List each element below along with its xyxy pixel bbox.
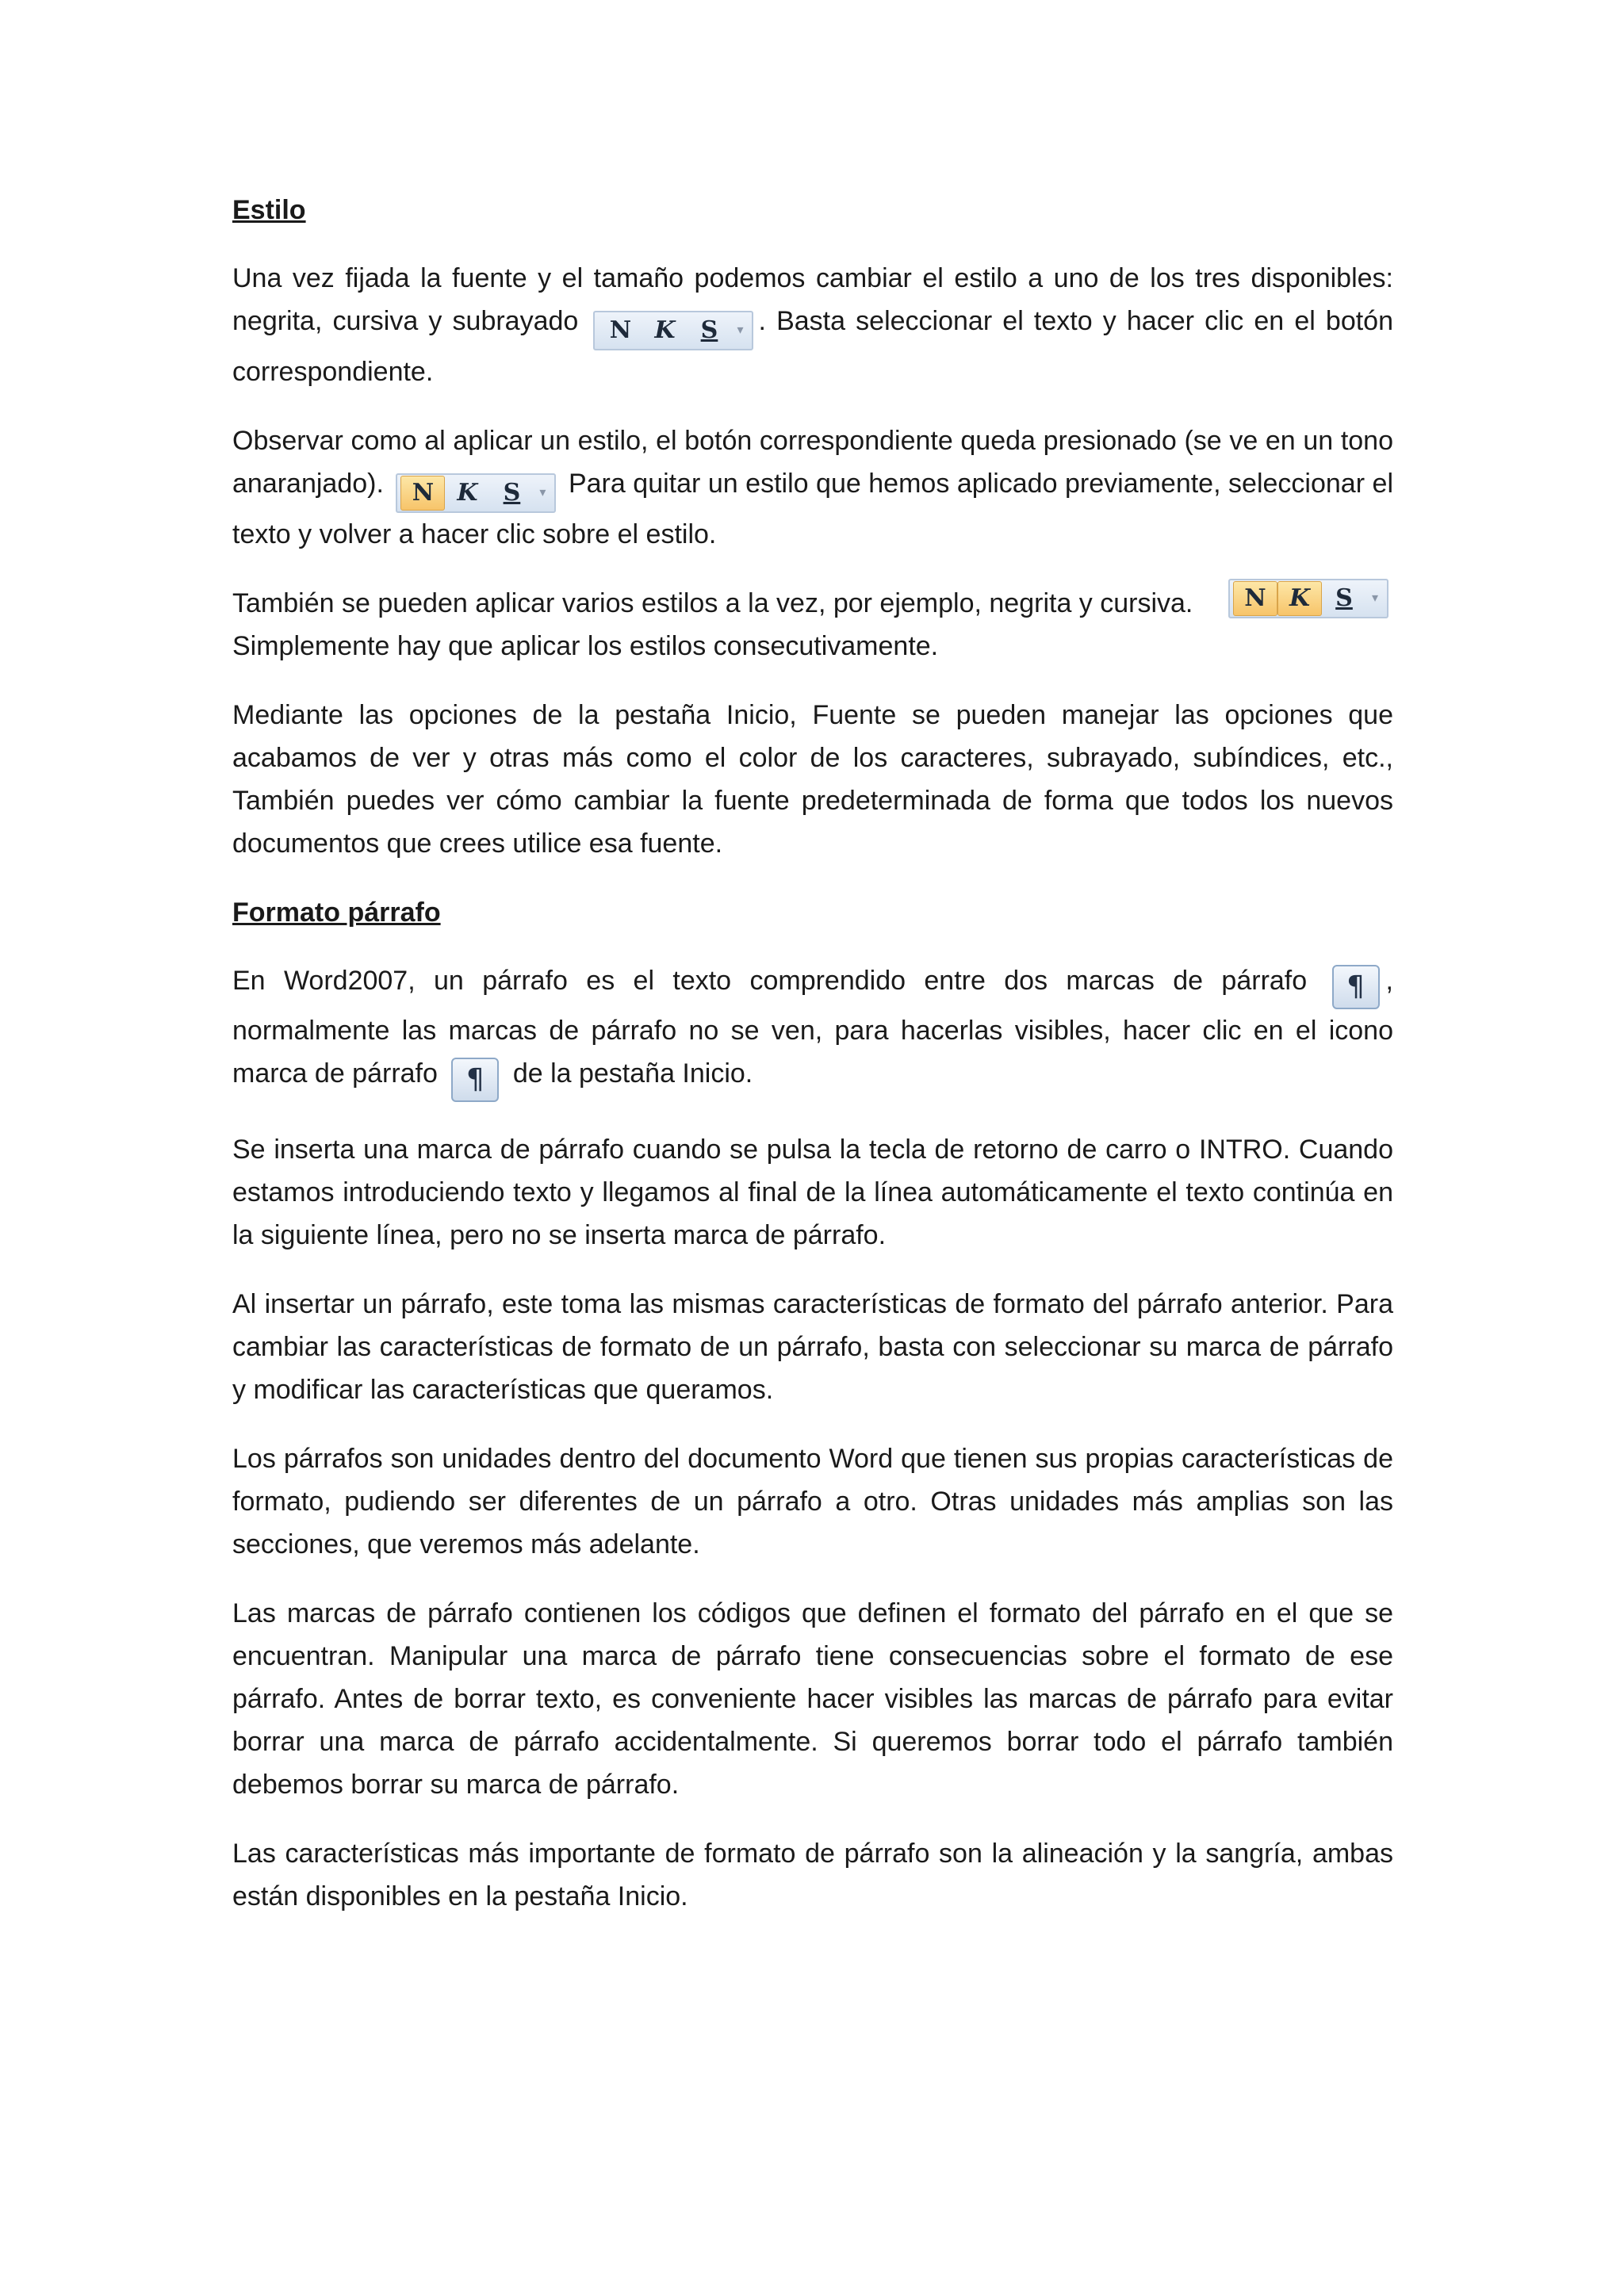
document-body [232, 189, 1393, 1944]
paragraph-text: de la pestaña Inicio. [512, 1058, 753, 1089]
paragraph-intro: Se inserta una marca de párrafo cuando se pulsa la tecla de retorno de carro o INTRO. Cuando estamos introduciendo texto y llegamos al final de la línea automáticamente el texto continúa en la siguiente línea, pero no se inserta marca de párrafo. [232, 1135, 1393, 1250]
paragraph-unidades: Los párrafos son unidades dentro del documento Word que tienen sus propias características de formato, pudiendo ser diferentes de un párrafo a otro. Otras unidades más amplias son las secciones, que veremos más adelante. [232, 1444, 1393, 1559]
paragraph-text: Para quitar un estilo que hemos aplicado previamente, seleccionar el texto y volver a hacer clic sobre el estilo. [232, 469, 1393, 549]
paragraph-text: Simplemente hay que aplicar los estilos consecutivamente. [232, 631, 939, 661]
paragraph-marca-parrafo [232, 959, 1393, 1102]
underline-icon: S [503, 479, 521, 507]
paragraph-opciones-fuente: Mediante las opciones de la pestaña Inicio, Fuente se pueden manejar las opciones que acabamos de ver y otras más como el color de los caracteres, subrayado, subíndices, etc., También puedes ver cómo cambiar la fuente predeterminada de forma que todos los nuevos documentos que crees utilice esa fuente. [232, 700, 1393, 859]
paragraph-estilo-intro [232, 257, 1393, 393]
style-toolbar-bold-italic-active-image [1228, 579, 1388, 618]
paragraph-text: , normalmente las marcas de párrafo no se ven, para hacerlas visibles, hacer clic en el icono marca de párrafo [232, 966, 1393, 1089]
paragraph-codigos: Las marcas de párrafo contienen los códigos que definen el formato del párrafo en el que se encuentran. Manipular una marca de párrafo tiene consecuencias sobre el formato de ese párrafo. Antes de borrar texto, es conveniente hacer visibles las marcas de párrafo para evitar borrar una marca de párrafo accidentalmente. Si queremos borrar todo el párrafo también debemos borrar su marca de párrafo. [232, 1598, 1393, 1800]
italic-icon: K [654, 316, 676, 344]
underline-icon: S [1335, 584, 1353, 612]
underline-icon: S [700, 316, 718, 344]
italic-icon: K [1277, 581, 1322, 616]
chevron-down-icon: ▾ [1371, 591, 1379, 605]
bold-icon: N [1233, 581, 1277, 616]
paragraph-text: En Word2007, un párrafo es el texto comprendido entre dos marcas de párrafo [232, 966, 1308, 996]
chevron-down-icon: ▾ [737, 323, 744, 337]
pilcrow-icon: ¶ [451, 1058, 499, 1102]
style-toolbar-image [593, 311, 753, 350]
chevron-down-icon: ▾ [539, 486, 546, 499]
paragraph-insertar: Al insertar un párrafo, este toma las mismas características de formato del párrafo anterior. Para cambiar las características de formato de un párrafo, basta con seleccionar su marca de párrafo y modificar las características que queramos. [232, 1289, 1393, 1405]
heading-estilo: Estilo [232, 195, 306, 225]
paragraph-text: Observar como al aplicar un estilo, el botón correspondiente queda presionado (se ve en un tono anaranjado). [232, 426, 1393, 499]
style-toolbar-bold-active-image [396, 473, 556, 513]
paragraph-caracteristicas: Las características más importante de formato de párrafo son la alineación y la sangría, ambas están disponibles en la pestaña Inicio. [232, 1839, 1393, 1911]
paragraph-text: . Basta seleccionar el texto y hacer clic en el botón correspondiente. [232, 306, 1394, 387]
italic-icon: K [457, 479, 478, 507]
paragraph-text: También se pueden aplicar varios estilos a la vez, por ejemplo, negrita y cursiva. [232, 588, 1193, 618]
heading-formato-parrafo: Formato párrafo [232, 897, 441, 928]
pilcrow-icon: ¶ [1332, 965, 1380, 1009]
bold-icon: N [609, 316, 632, 344]
paragraph-estilo-presionado [232, 419, 1393, 556]
bold-icon: N [400, 476, 445, 511]
paragraph-text: Una vez fijada la fuente y el tamaño podemos cambiar el estilo a uno de los tres disponibles: negrita, cursiva y subrayado [232, 263, 1393, 336]
paragraph-estilos-varios [232, 582, 1393, 668]
